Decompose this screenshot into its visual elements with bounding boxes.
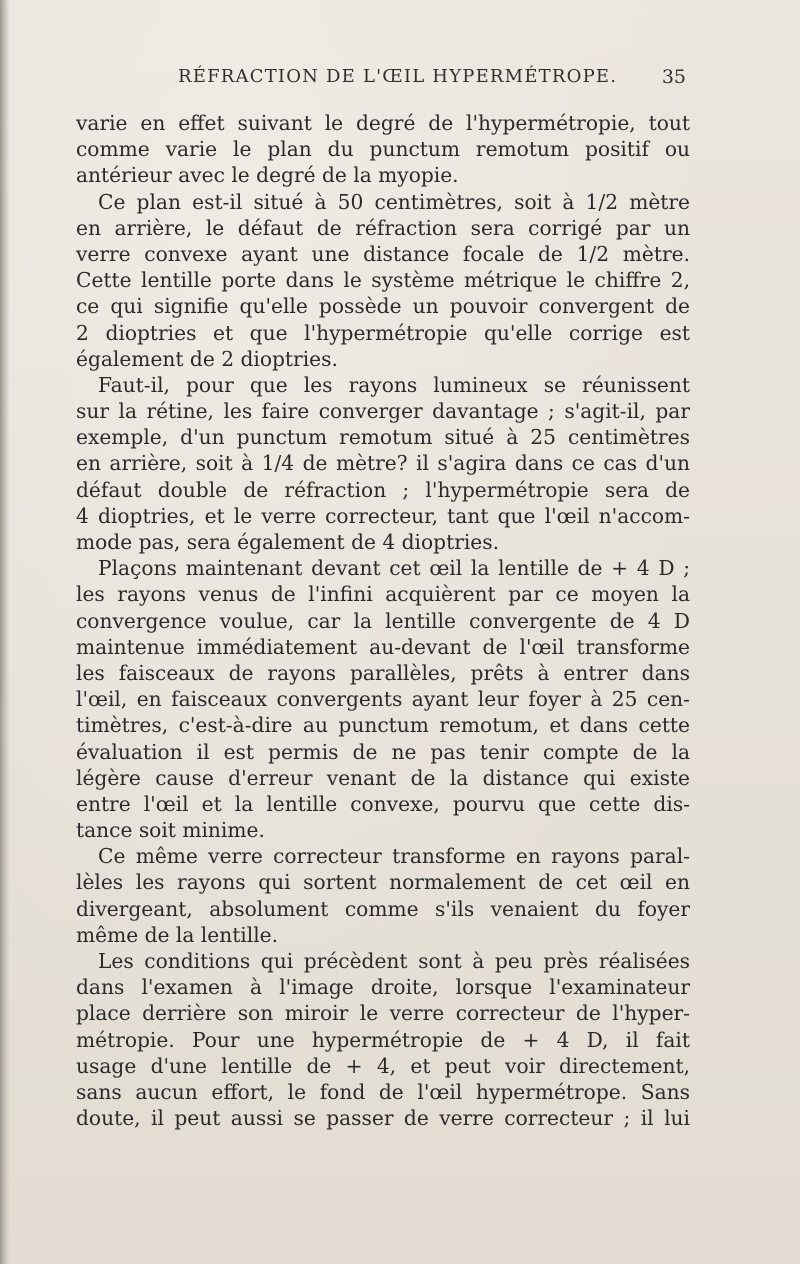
text-line: varie en effet suivant le degré de l'hypermétropie, tout (76, 111, 690, 135)
text-line: l'œil, en faisceaux convergents ayant leur foyer à 25 cen- (76, 687, 690, 712)
text-line: Ce même verre correcteur transforme en rayons paral- (98, 844, 690, 869)
text-line: métropie. Pour une hypermétropie de + 4 D, il fait (76, 1027, 690, 1052)
paragraph (76, 843, 690, 948)
text-line: en arrière, le défaut de réfraction sera corrigé par un (76, 215, 690, 240)
text-line: Les conditions qui précèdent sont à peu près réalisées (98, 949, 690, 973)
text-line: même de la lentille. (76, 922, 279, 947)
text-line: timètres, c'est-à-dire au punctum remotum, et dans cette (76, 713, 690, 738)
text-line: les faisceaux de rayons parallèles, prêts à entrer dans (76, 660, 690, 685)
text-line: doute, il peut aussi se passer de verre correcteur ; il lui (76, 1106, 690, 1131)
text-line: mode pas, sera également de 4 dioptries. (76, 530, 500, 554)
text-line: Plaçons maintenant devant cet œil la lentille de + 4 D ; (98, 556, 690, 581)
paragraph (76, 372, 690, 555)
text-line: Ce plan est-il situé à 50 centimètres, soit à 1/2 mètre (98, 189, 690, 214)
page-number: 35 (661, 66, 686, 88)
text-line: Faut-il, pour que les rayons lumineux se réunissent (98, 372, 690, 397)
text-line: place derrière son miroir le verre correcteur de l'hyper- (76, 1001, 690, 1026)
paragraph (76, 555, 690, 843)
page-header (78, 62, 686, 96)
text-line: Cette lentille porte dans le système métrique le chiffre 2, (76, 268, 690, 293)
text-line: évaluation il est permis de ne pas tenir compte de la (76, 739, 690, 764)
text-line: comme varie le plan du punctum remotum positif ou (76, 137, 690, 162)
text-line: également de 2 dioptries. (76, 346, 338, 371)
text-line: ce qui signifie qu'elle possède un pouvoir convergent de (76, 294, 690, 319)
text-line: sur la rétine, les faire converger davantage ; s'agit-il, par (76, 399, 690, 424)
text-line: légère cause d'erreur venant de la distance qui existe (76, 765, 690, 790)
text-line: 2 dioptries et que l'hypermétropie qu'elle corrige est (76, 320, 690, 345)
paragraph (76, 189, 690, 372)
binding-shadow (0, 0, 10, 1264)
text-line: antérieur avec le degré de la myopie. (76, 163, 459, 188)
running-head: RÉFRACTION DE L'ŒIL HYPERMÉTROPE. (178, 66, 618, 87)
paragraph (76, 948, 690, 1131)
text-line: défaut double de réfraction ; l'hypermétropie sera de (76, 477, 690, 502)
text-line: usage d'une lentille de + 4, et peut voir directement, (76, 1053, 690, 1078)
paragraph (76, 110, 690, 189)
text-line: lèles les rayons qui sortent normalement de cet œil en (76, 870, 690, 895)
text-line: les rayons venus de l'infini acquièrent par ce moyen la (76, 582, 690, 607)
text-line: dans l'examen à l'image droite, lorsque l'examinateur (76, 975, 690, 1000)
text-line: tance soit minime. (76, 818, 265, 843)
text-line: sans aucun effort, le fond de l'œil hypermétrope. Sans (76, 1079, 690, 1104)
text-line: 4 dioptries, et le verre correcteur, tant que l'œil n'accom- (76, 503, 690, 528)
text-line: convergence voulue, car la lentille convergente de 4 D (76, 608, 690, 633)
text-line: maintenue immédiatement au-devant de l'œil transforme (76, 634, 690, 659)
text-line: verre convexe ayant une distance focale de 1/2 mètre. (76, 241, 690, 266)
text-line: divergeant, absolument comme s'ils venaient du foyer (76, 896, 690, 921)
text-line: entre l'œil et la lentille convexe, pourvu que cette dis- (76, 791, 690, 816)
text-line: exemple, d'un punctum remotum situé à 25 centimètres (76, 425, 690, 450)
body-text (76, 110, 690, 1131)
text-line: en arrière, soit à 1/4 de mètre? il s'agira dans ce cas d'un (76, 451, 690, 476)
